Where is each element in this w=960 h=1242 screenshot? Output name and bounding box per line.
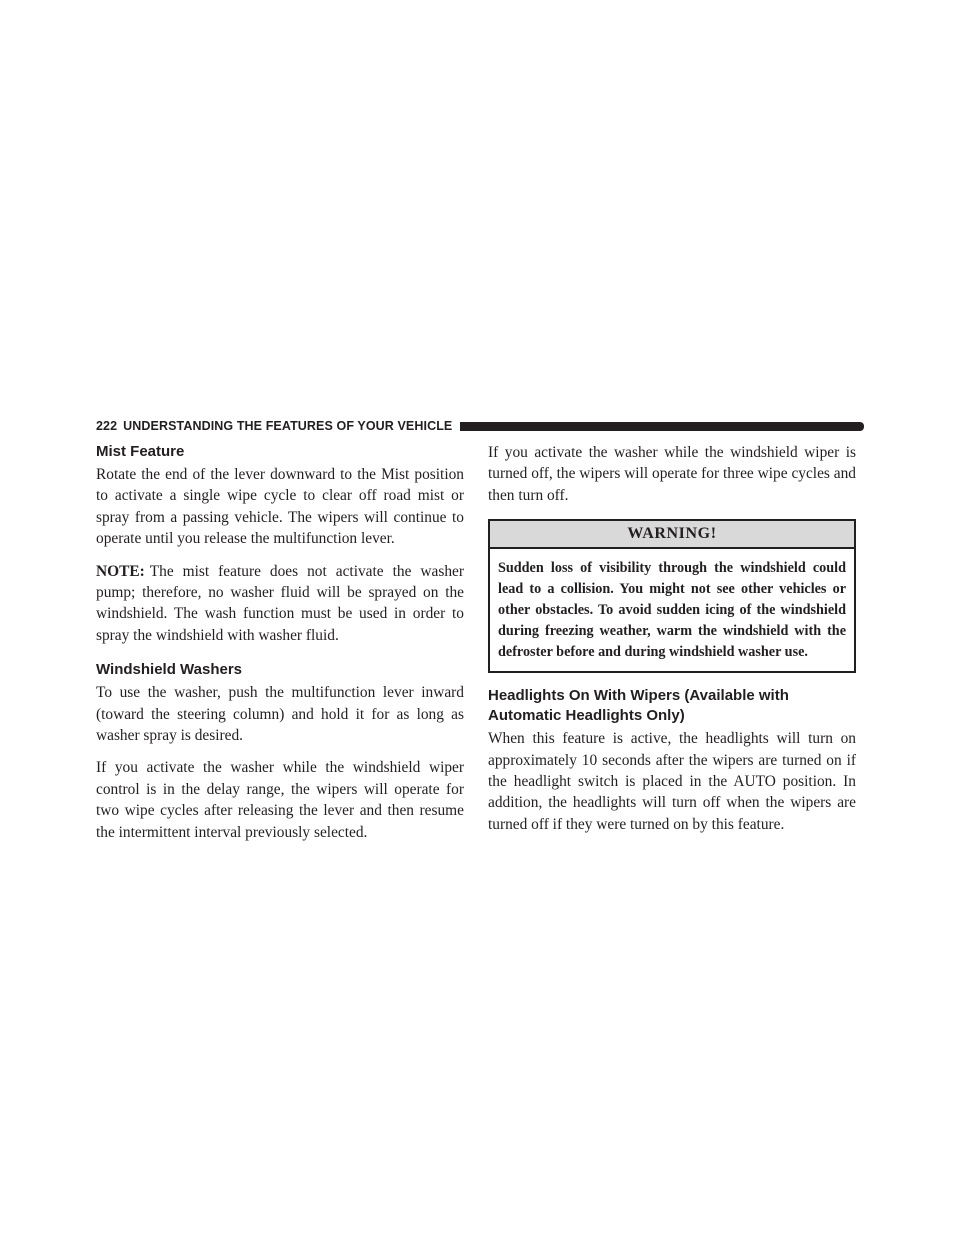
mist-feature-heading: Mist Feature bbox=[96, 443, 185, 460]
header-rule bbox=[460, 422, 864, 431]
section-title: UNDERSTANDING THE FEATURES OF YOUR VEHICLE bbox=[123, 419, 453, 433]
warning-text: Sudden loss of visibility through the windshield could lead to a collision. You might not see other vehicles or other obstacles. To avoid sudden icing of the windshield during freezing weather, warm the windshield with the defroster before and during windshield washer use. bbox=[498, 560, 846, 661]
note-paragraph bbox=[96, 561, 464, 647]
headlights-with-wipers-heading: Headlights On With Wipers (Available with Automatic Headlights Only) bbox=[488, 687, 789, 725]
note-label: NOTE: bbox=[96, 562, 145, 580]
washers-paragraph-2: If you activate the washer while the windshield wiper control is in the delay range, the wipers will operate for two wipe cycles after releasing the lever and then resume the intermittent interval previously selected. bbox=[96, 759, 464, 841]
mist-feature-paragraph: Rotate the end of the lever downward to the Mist position to activate a single wipe cycle to clear off road mist or spray from a passing vehicle. The wipers will continue to operate until you release the multifunction lever. bbox=[96, 466, 464, 548]
warning-title: WARNING! bbox=[490, 521, 854, 549]
left-column bbox=[96, 442, 464, 854]
headlights-paragraph: When this feature is active, the headlights will turn on approximately 10 seconds after the wipers are turned on if the headlight switch is placed in the AUTO position. In addition, the headlights will turn off when the wipers are turned off if they were turned on by this feature. bbox=[488, 730, 856, 833]
page-header bbox=[96, 418, 864, 434]
page-number: 222 bbox=[96, 419, 118, 433]
warning-box bbox=[488, 519, 856, 673]
washer-off-paragraph: If you activate the washer while the windshield wiper is turned off, the wipers will operate for three wipe cycles and then turn off. bbox=[488, 444, 856, 504]
washers-paragraph-1: To use the washer, push the multifunction lever inward (toward the steering column) and hold it for as long as washer spray is desired. bbox=[96, 684, 464, 745]
windshield-washers-heading: Windshield Washers bbox=[96, 661, 243, 679]
right-column bbox=[488, 442, 856, 846]
note-text: The mist feature does not activate the washer pump; therefore, no washer fluid will be sprayed on the windshield. The wash function must be used in order to spray the windshield with washer fluid. bbox=[96, 562, 464, 644]
